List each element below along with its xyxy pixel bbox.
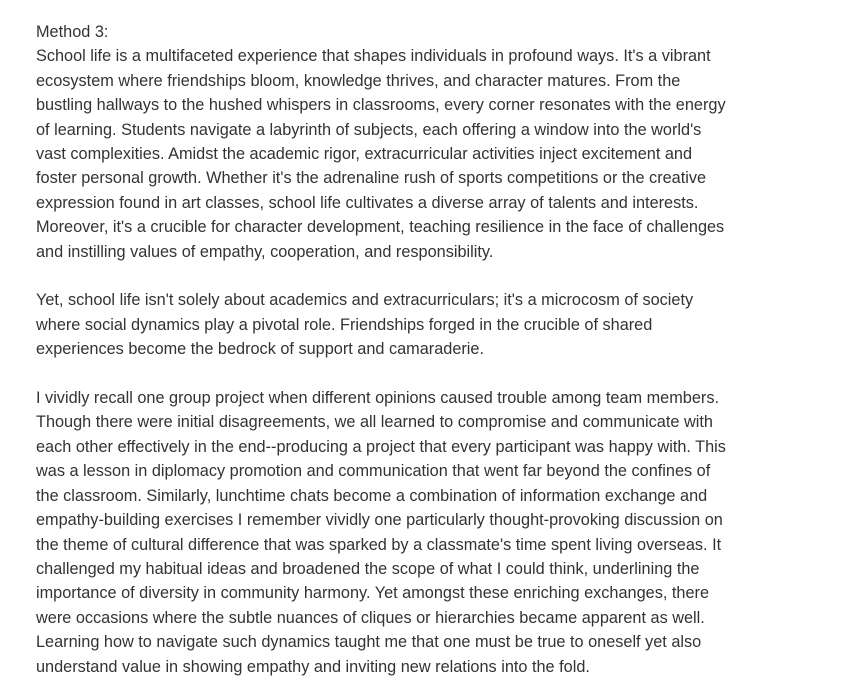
text-line: bustling hallways to the hushed whispers in classrooms, every corner resonates with the energy	[36, 96, 726, 115]
text-line: expression found in art classes, school life cultivates a diverse array of talents and interests.	[36, 193, 699, 212]
text-line: vast complexities. Amidst the academic rigor, extracurricular activities inject excitement and	[36, 145, 693, 164]
text-line: empathy-building exercises I remember vividly one particularly thought-provoking discussion on	[36, 511, 723, 530]
text-line: I vividly recall one group project when different opinions caused trouble among team members.	[36, 389, 719, 408]
text-line: foster personal growth. Whether it's the adrenaline rush of sports competitions or the creative	[36, 169, 707, 188]
paragraph-social-dynamics	[36, 288, 836, 361]
text-line: and instilling values of empathy, cooperation, and responsibility.	[36, 242, 494, 261]
text-line: understand value in showing empathy and inviting new relations into the fold.	[36, 657, 590, 676]
text-line: of learning. Students navigate a labyrinth of subjects, each offering a window into the world's	[36, 120, 702, 139]
text-line: Yet, school life isn't solely about academics and extracurriculars; it's a microcosm of society	[36, 291, 694, 310]
text-line: were occasions where the subtle nuances of cliques or hierarchies became apparent as well.	[36, 608, 705, 627]
text-line: was a lesson in diplomacy promotion and communication that went far beyond the confines of	[36, 462, 711, 481]
text-line: School life is a multifaceted experience that shapes individuals in profound ways. It's a vibrant	[36, 47, 711, 66]
paragraph-school-life	[36, 44, 836, 264]
text-line: each other effectively in the end--producing a project that every participant was happy with. This	[36, 437, 726, 456]
document-body	[36, 20, 836, 679]
paragraph-group-project	[36, 386, 836, 679]
text-line: Moreover, it's a crucible for character development, teaching resilience in the face of challenges	[36, 218, 725, 237]
text-line: the classroom. Similarly, lunchtime chats become a combination of information exchange and	[36, 486, 708, 505]
text-line: challenged my habitual ideas and broadened the scope of what I could think, underlining the	[36, 559, 700, 578]
text-line: Though there were initial disagreements, we all learned to compromise and communicate with	[36, 413, 713, 432]
text-line: Learning how to navigate such dynamics taught me that one must be true to oneself yet also	[36, 633, 702, 652]
text-line: importance of diversity in community harmony. Yet amongst these enriching exchanges, there	[36, 584, 710, 603]
text-line: where social dynamics play a pivotal role. Friendships forged in the crucible of shared	[36, 315, 653, 334]
text-line: experiences become the bedrock of support and camaraderie.	[36, 340, 484, 359]
text-line: the theme of cultural difference that was sparked by a classmate's time spent living overseas. It	[36, 535, 722, 554]
text-line: ecosystem where friendships bloom, knowledge thrives, and character matures. From the	[36, 71, 681, 90]
method-heading: Method 3:	[36, 23, 109, 41]
